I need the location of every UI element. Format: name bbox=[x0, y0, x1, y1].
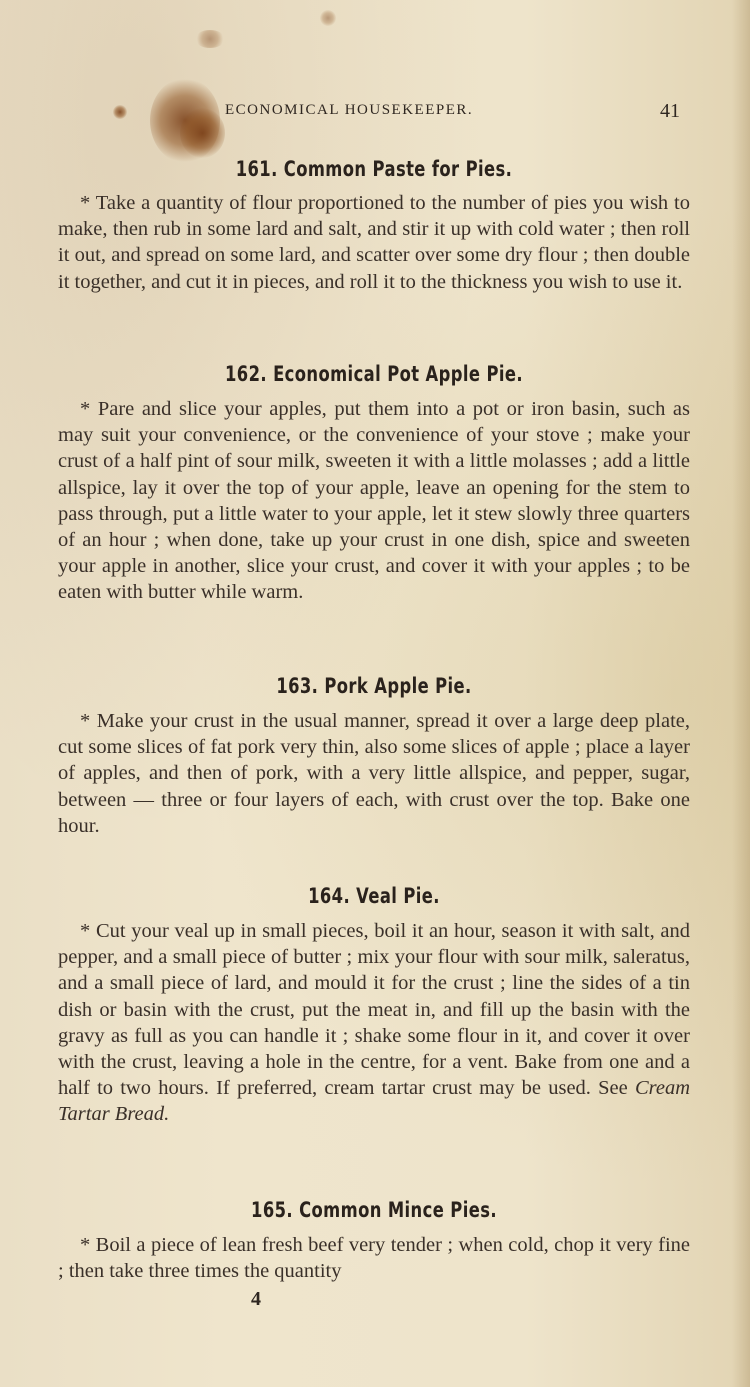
page-edge bbox=[732, 0, 750, 1387]
recipe-body bbox=[58, 918, 690, 1128]
recipe-text: * Take a quantity of flour proportioned to the number of pies you wish to make, then rub in some lard and salt, and stir it up with cold water ; then roll it out, and spread on some lard, and scatter over some dry flour ; then double it together, and cut it in pieces, and roll it to the thickness you wish to use it. bbox=[58, 192, 690, 293]
signature-mark: 4 bbox=[251, 1288, 261, 1310]
recipe-text: * Boil a piece of lean fresh beef very tender ; when cold, chop it very fine ; then take three times the quantity bbox=[58, 1234, 690, 1283]
recipe-body bbox=[58, 708, 690, 839]
recipe-title: 163. Pork Apple Pie. bbox=[276, 674, 472, 698]
recipe-title: 161. Common Paste for Pies. bbox=[235, 157, 513, 181]
page-header bbox=[0, 100, 750, 126]
recipe-body bbox=[58, 190, 690, 295]
stain bbox=[195, 30, 225, 48]
recipe-title: 164. Veal Pie. bbox=[308, 884, 440, 908]
page-number: 41 bbox=[660, 100, 680, 122]
recipe-text: * Pare and slice your apples, put them into a pot or iron basin, such as may suit your convenience, or the convenience of your stove ; make your crust of a half pint of sour milk, sweeten it with a little molasses ; add a little allspice, lay it over the top of your apple, leave an opening for the stem to pass through, put a little water to your apple, let it stew slowly three quarters of an hour ; when done, take up your crust in one dish, spice and sweeten your apple in another, slice your crust, and cover it with your apples ; to be eaten with butter while warm. bbox=[58, 398, 690, 604]
recipe-title: 162. Economical Pot Apple Pie. bbox=[225, 362, 523, 386]
recipe-text bbox=[58, 918, 690, 1128]
recipe-title: 165. Common Mince Pies. bbox=[251, 1198, 497, 1222]
recipe-body bbox=[58, 396, 690, 606]
stain bbox=[320, 10, 336, 26]
recipe-cross-reference: Cream Tartar Bread. bbox=[58, 1077, 691, 1126]
recipe-text: * Make your crust in the usual manner, spread it over a large deep plate, cut some slices of fat pork very thin, also some slices of apple ; place a layer of apples, and then of pork, with a very little allspice, and pepper, sugar, between — three or four layers of each, with crust over the top. Bake one hour. bbox=[58, 710, 690, 837]
recipe-body bbox=[58, 1232, 690, 1284]
running-title: ECONOMICAL HOUSEKEEPER. bbox=[225, 102, 474, 118]
recipe-text-main: * Cut your veal up in small pieces, boil it an hour, season it with salt, and pepper, and a small piece of butter ; mix your flour with sour milk, saleratus, and a small piece of lard, and mould it for the crust ; line the sides of a tin dish or basin with the crust, put the meat in, and fill up the basin with the gravy as full as you can handle it ; shake some flour in it, and cover it over with the crust, leaving a hole in the centre, for a vent. Bake from one and a half to two hours. If preferred, cream tartar crust may be used. See bbox=[58, 920, 690, 1100]
